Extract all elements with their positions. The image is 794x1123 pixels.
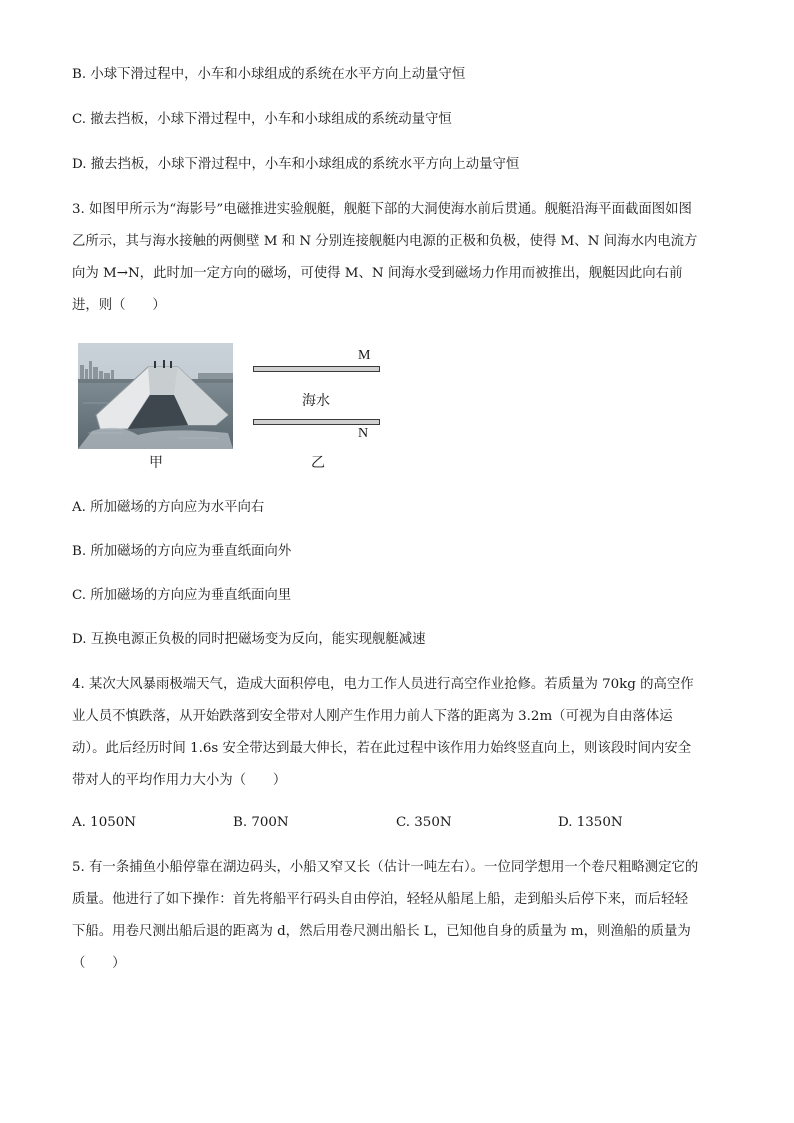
q3-stem-line-3: 向为 M→N，此时加一定方向的磁场，可使得 M、N 间海水受到磁场力作用而被推出，舰艇因此向右前: [72, 266, 683, 281]
q2-option-c: C. 撤去挡板，小球下滑过程中，小车和小球组成的系统动量守恒: [72, 112, 452, 127]
label-m: M: [358, 348, 371, 363]
label-seawater: 海水: [302, 393, 330, 409]
figure-label-yi: 乙: [311, 455, 325, 471]
q3-option-c: C. 所加磁场的方向应为垂直纸面向里: [72, 588, 292, 603]
q4-option-c: C. 350N: [396, 815, 452, 830]
q3-stem-line-4: 进，则（ ）: [72, 298, 166, 313]
q3-option-a: A. 所加磁场的方向应为水平向右: [72, 500, 265, 515]
q2-option-b: B. 小球下滑过程中，小车和小球组成的系统在水平方向上动量守恒: [72, 67, 466, 82]
stealth-ship-photo: [78, 343, 233, 449]
q3-option-d: D. 互换电源正负极的同时把磁场变为反向，能实现舰艇减速: [72, 632, 426, 647]
q5-stem-line-3: 下船。用卷尺测出船后退的距离为 d，然后用卷尺测出船长 L，已知他自身的质量为 m，则渔船的质量为: [72, 924, 691, 939]
q5-stem-line-4: （ ）: [72, 956, 126, 971]
q4-option-b: B. 700N: [233, 815, 289, 830]
q4-stem-line-4: 带对人的平均作用力大小为（ ）: [72, 773, 287, 788]
q2-option-d: D. 撤去挡板，小球下滑过程中，小车和小球组成的系统水平方向上动量守恒: [72, 157, 520, 172]
figure-label-jia: 甲: [149, 455, 163, 471]
label-n: N: [358, 426, 369, 441]
q4-stem-line-2: 业人员不慎跌落，从开始跌落到安全带对人刚产生作用力前人下落的距离为 3.2m（可视为自由落体运: [72, 709, 673, 724]
q3-option-b: B. 所加磁场的方向应为垂直纸面向外: [72, 544, 292, 559]
q3-stem-line-1: 3. 如图甲所示为“海影号”电磁推进实验舰艇，舰艇下部的大洞使海水前后贯通。舰艇沿海平面截面图如图: [72, 202, 692, 217]
plate-m: [253, 366, 380, 372]
q4-option-a: A. 1050N: [72, 815, 136, 830]
q4-option-d: D. 1350N: [558, 815, 623, 830]
q5-stem-line-1: 5. 有一条捕鱼小船停靠在湖边码头，小船又窄又长（估计一吨左右）。一位同学想用一个卷尺粗略测定它的: [72, 860, 699, 875]
plate-n: [253, 419, 380, 425]
q3-stem-line-2: 乙所示，其与海水接触的两侧壁 M 和 N 分别连接舰艇内电源的正极和负极，使得 M、N 间海水内电流方: [72, 234, 698, 249]
q4-stem-line-3: 动）。此后经历时间 1.6s 安全带达到最大伸长，若在此过程中该作用力始终竖直向上，则该段时间内安全: [72, 741, 692, 756]
q5-stem-line-2: 质量。他进行了如下操作：首先将船平行码头自由停泊，轻轻从船尾上船，走到船头后停下来，而后轻轻: [72, 892, 688, 907]
q4-stem-line-1: 4. 某次大风暴雨极端天气，造成大面积停电，电力工作人员进行高空作业抢修。若质量为 70kg 的高空作: [72, 677, 694, 692]
